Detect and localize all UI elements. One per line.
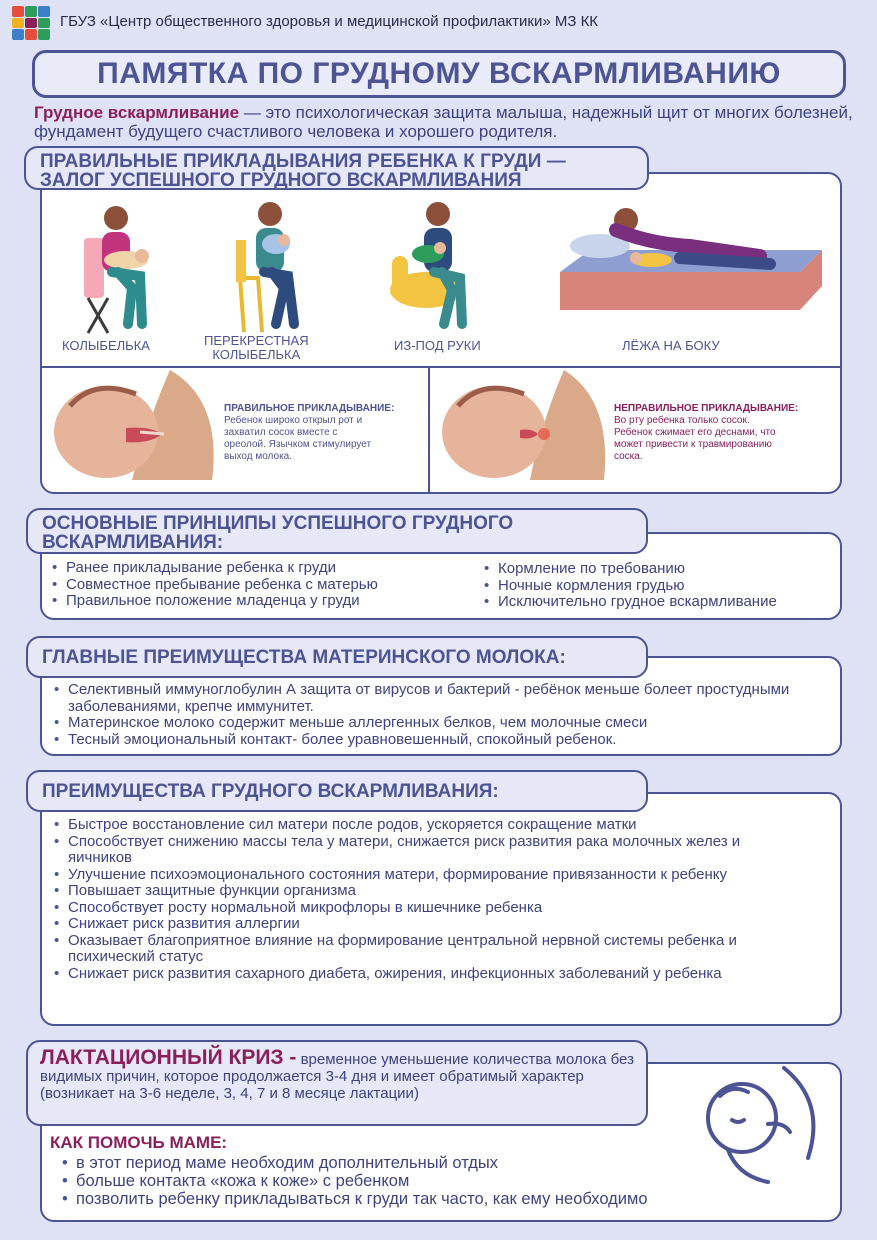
football-hold-illustration [386, 196, 496, 336]
list-item: • Кормление по требованию [482, 561, 832, 578]
list-item: • Совместное пребывание ребенка с матерью [50, 577, 470, 594]
list-item: • больше контакта «кожа к коже» с ребенком [60, 1172, 800, 1190]
help-title: КАК ПОМОЧЬ МАМЕ: [50, 1133, 228, 1152]
correct-latch-illustration [52, 370, 222, 488]
positions-tag-line2: ЗАЛОГ УСПЕШНОГО ГРУДНОГО ВСКАРМЛИВАНИЯ [40, 170, 522, 191]
intro-text [34, 103, 854, 141]
side-lying-illustration [560, 202, 826, 328]
list-item: • Снижает риск развития аллергии [52, 916, 792, 933]
principles-left-list [50, 560, 470, 610]
list-item: • Правильное положение младенца у груди [50, 593, 470, 610]
principles-tag: ОСНОВНЫЕ ПРИНЦИПЫ УСПЕШНОГО ГРУДНОГО ВСКАРМЛИВАНИЯ: [26, 508, 648, 554]
list-item: • Ранее прикладывание ребенка к груди [50, 560, 470, 577]
list-item: • Селективный иммуноглобулин А защита от вирусов и бактерий - ребёнок меньше болеет простудными заболеваниями, крепче иммунитет. [52, 682, 812, 715]
positions-divider-h [42, 366, 840, 368]
list-item: • позволить ребенку прикладываться к груди так часто, как ему необходимо [60, 1190, 800, 1208]
milk-tag: ГЛАВНЫЕ ПРЕИМУЩЕСТВА МАТЕРИНСКОГО МОЛОКА: [26, 636, 648, 678]
position-label-cross-cradle: ПЕРЕКРЕСТНАЯ КОЛЫБЕЛЬКА [204, 333, 309, 362]
list-item: • Оказывает благоприятное влияние на формирование центральной нервной системы ребенка и психический статус [52, 933, 792, 966]
page-title-box [32, 50, 846, 98]
positions-divider-v [428, 366, 430, 492]
page-title: ПАМЯТКА ПО ГРУДНОМУ ВСКАРМЛИВАНИЮ [97, 57, 781, 90]
benefits-list [52, 817, 792, 982]
position-label-football: ИЗ-ПОД РУКИ [394, 338, 481, 353]
list-item: • Быстрое восстановление сил матери после родов, ускоряется сокращение матки [52, 817, 792, 834]
correct-latch-text: ПРАВИЛЬНОЕ ПРИКЛАДЫВАНИЕ: Ребенок широко открыл рот и захватил сосок вместе с ореолой. Язычком стимулирует выход молока. [224, 403, 395, 462]
list-item: • Тесный эмоциональный контакт- более уравновешенный, спокойный ребенок. [52, 732, 812, 749]
milk-list [52, 682, 812, 748]
benefits-tag: ПРЕИМУЩЕСТВА ГРУДНОГО ВСКАРМЛИВАНИЯ: [26, 770, 648, 812]
cradle-illustration [78, 198, 178, 338]
principles-right-list [482, 561, 832, 611]
baby-at-breast-icon [698, 1062, 828, 1192]
lactation-text: временное уменьшение количества молока без видимых причин, которое продолжается 3-4 дня и имеет обратимый характер (возникает на 3-6 неделе, 3, 4, 7 и 8 месяце лактации) [40, 1051, 634, 1102]
list-item: • Способствует росту нормальной микрофлоры в кишечнике ребенка [52, 900, 792, 917]
positions-tag-line1: ПРАВИЛЬНЫЕ ПРИКЛАДЫВАНИЯ РЕБЕНКА К ГРУДИ — [40, 151, 566, 172]
list-item: • Способствует снижению массы тела у матери, снижается риск развития рака молочных желез и яичников [52, 834, 792, 867]
positions-tag [24, 146, 649, 190]
lactation-tag [26, 1040, 648, 1126]
incorrect-latch-text: НЕПРАВИЛЬНОЕ ПРИКЛАДЫВАНИЕ: Во рту ребенка только сосок. Ребенок сжимает его деснами, что может привести к травмированию соска. [614, 403, 799, 462]
list-item: • Ночные кормления грудью [482, 578, 832, 595]
incorrect-latch-illustration [440, 370, 610, 488]
intro-lead: Грудное вскармливание [34, 103, 240, 122]
list-item: • Снижает риск развития сахарного диабета, ожирения, инфекционных заболеваний у ребенка [52, 966, 792, 983]
cross-cradle-illustration [228, 196, 328, 336]
position-label-side-lying: ЛЁЖА НА БОКУ [622, 338, 720, 353]
intro-body: — это психологическая защита малыша, надежный щит от многих болезней, фундамент будущего счастливого человека и хорошего родителя. [34, 103, 853, 141]
help-list [60, 1154, 800, 1208]
list-item: • Улучшение психоэмоционального состояния матери, формирование привязанности к ребенку [52, 867, 792, 884]
lactation-title: ЛАКТАЦИОННЫЙ КРИЗ - [40, 1046, 297, 1069]
list-item: • в этот период маме необходим дополнительный отдых [60, 1154, 800, 1172]
list-item: • Материнское молоко содержит меньше аллергенных белков, чем молочные смеси [52, 715, 812, 732]
logo-icon [12, 6, 50, 40]
list-item: • Повышает защитные функции организма [52, 883, 792, 900]
list-item: • Исключительно грудное вскармливание [482, 594, 832, 611]
organization-name: ГБУЗ «Центр общественного здоровья и медицинской профилактики» МЗ КК [60, 13, 599, 30]
position-label-cradle: КОЛЫБЕЛЬКА [62, 338, 150, 353]
